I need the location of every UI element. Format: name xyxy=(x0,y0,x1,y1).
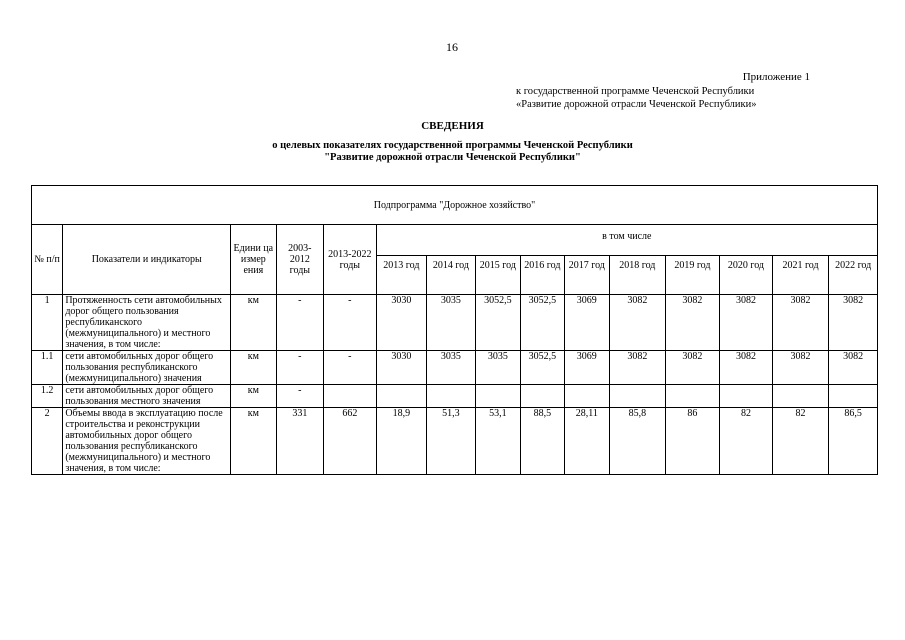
row-num: 2 xyxy=(32,408,63,475)
row-unit: км xyxy=(231,385,276,408)
header-year: 2020 год xyxy=(720,256,773,295)
header-period-2003: 2003-2012 годы xyxy=(276,225,324,295)
row-value: 3082 xyxy=(720,351,773,385)
header-year: 2019 год xyxy=(665,256,720,295)
row-value: 18,9 xyxy=(376,408,427,475)
appendix-line-2: к государственной программе Чеченской Республики xyxy=(516,86,755,97)
header-period-2013: 2013-2022 годы xyxy=(324,225,377,295)
row-value: 3035 xyxy=(427,295,476,351)
row-period-2003: - xyxy=(276,351,324,385)
row-period-2003: - xyxy=(276,295,324,351)
row-period-2013 xyxy=(324,385,377,408)
row-value: 3069 xyxy=(564,351,609,385)
row-period-2003: - xyxy=(276,385,324,408)
row-value xyxy=(564,385,609,408)
row-value: 3035 xyxy=(427,351,476,385)
header-year: 2015 год xyxy=(475,256,520,295)
row-value xyxy=(427,385,476,408)
header-unit: Едини ца измер ения xyxy=(231,225,276,295)
row-value xyxy=(521,385,564,408)
row-period-2003: 331 xyxy=(276,408,324,475)
row-value xyxy=(665,385,720,408)
header-year: 2017 год xyxy=(564,256,609,295)
subtitle-line-1: о целевых показателях государственной программы Чеченской Республики xyxy=(272,140,633,151)
row-value: 3082 xyxy=(610,351,666,385)
appendix-block xyxy=(480,71,810,111)
row-value: 3069 xyxy=(564,295,609,351)
header-including: в том числе xyxy=(376,225,877,256)
header-num: № п/п xyxy=(32,225,63,295)
subtitle-line-2: "Развитие дорожной отрасли Чеченской Республики" xyxy=(324,152,581,163)
header-year: 2022 год xyxy=(829,256,878,295)
row-value: 3052,5 xyxy=(475,295,520,351)
row-indicator: Объемы ввода в эксплуатацию после строительства и реконструкции автомобильных дорог общего пользования республиканского (межмуниципального) и местного значения, в том числе: xyxy=(63,408,231,475)
row-unit: км xyxy=(231,351,276,385)
row-value: 28,11 xyxy=(564,408,609,475)
header-year: 2021 год xyxy=(772,256,829,295)
appendix-line-3: «Развитие дорожной отрасли Чеченской Республики» xyxy=(516,99,757,110)
row-value: 88,5 xyxy=(521,408,564,475)
row-value: 3030 xyxy=(376,351,427,385)
row-value: 3052,5 xyxy=(521,295,564,351)
header-year: 2013 год xyxy=(376,256,427,295)
row-unit: км xyxy=(231,295,276,351)
row-period-2013: - xyxy=(324,295,377,351)
row-value xyxy=(720,385,773,408)
subprogram-header: Подпрограмма "Дорожное хозяйство" xyxy=(32,186,878,225)
row-indicator: сети автомобильных дорог общего пользования республиканского (межмуниципального) значения xyxy=(63,351,231,385)
row-value xyxy=(376,385,427,408)
row-value: 3035 xyxy=(475,351,520,385)
row-value: 51,3 xyxy=(427,408,476,475)
row-indicator: Протяженность сети автомобильных дорог общего пользования республиканского (межмуниципального) и местного значения, в том числе: xyxy=(63,295,231,351)
row-indicator: сети автомобильных дорог общего пользования местного значения xyxy=(63,385,231,408)
row-value: 3030 xyxy=(376,295,427,351)
table-row xyxy=(32,351,878,385)
document-title: СВЕДЕНИЯ xyxy=(421,120,484,132)
row-value xyxy=(610,385,666,408)
row-value: 3082 xyxy=(772,295,829,351)
appendix-line-1: Приложение 1 xyxy=(742,71,810,83)
row-period-2013: 662 xyxy=(324,408,377,475)
header-indicator: Показатели и индикаторы xyxy=(63,225,231,295)
row-value: 3082 xyxy=(772,351,829,385)
row-value xyxy=(829,385,878,408)
table-row xyxy=(32,385,878,408)
row-value: 3052,5 xyxy=(521,351,564,385)
header-year: 2018 год xyxy=(610,256,666,295)
row-period-2013: - xyxy=(324,351,377,385)
header-year: 2016 год xyxy=(521,256,564,295)
row-value: 86,5 xyxy=(829,408,878,475)
row-value: 3082 xyxy=(829,351,878,385)
row-unit: км xyxy=(231,408,276,475)
row-value: 3082 xyxy=(829,295,878,351)
row-num: 1.2 xyxy=(32,385,63,408)
row-value: 53,1 xyxy=(475,408,520,475)
header-year: 2014 год xyxy=(427,256,476,295)
row-value: 3082 xyxy=(665,351,720,385)
row-value: 82 xyxy=(720,408,773,475)
row-num: 1.1 xyxy=(32,351,63,385)
document-subtitle xyxy=(0,140,905,164)
row-value: 85,8 xyxy=(610,408,666,475)
row-value: 3082 xyxy=(720,295,773,351)
indicators-table xyxy=(31,185,878,475)
row-value: 86 xyxy=(665,408,720,475)
row-value: 82 xyxy=(772,408,829,475)
row-value xyxy=(772,385,829,408)
row-value xyxy=(475,385,520,408)
table-row xyxy=(32,295,878,351)
row-value: 3082 xyxy=(665,295,720,351)
row-value: 3082 xyxy=(610,295,666,351)
page-number: 16 xyxy=(446,40,458,54)
table-row xyxy=(32,408,878,475)
row-num: 1 xyxy=(32,295,63,351)
